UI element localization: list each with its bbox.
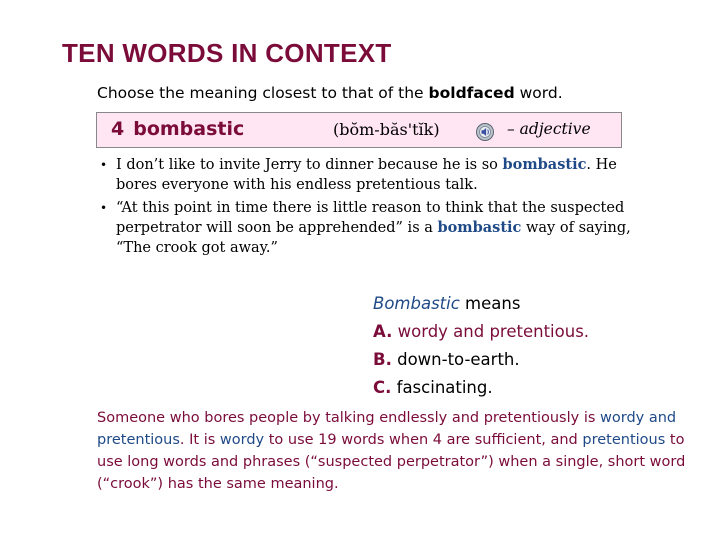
bullet-icon: • bbox=[100, 158, 108, 172]
meaning-lead-word: Bombastic bbox=[373, 294, 460, 313]
option-letter: A. bbox=[373, 322, 393, 341]
example-after: . He bores everyone with his endless pretentious talk. bbox=[116, 157, 617, 193]
option-text: wordy and pretentious. bbox=[397, 322, 590, 341]
explanation-highlight: pretentious bbox=[582, 432, 666, 448]
instruction-before: Choose the meaning closest to that of the bbox=[97, 84, 424, 102]
option-b[interactable] bbox=[373, 346, 589, 374]
word-heading bbox=[111, 118, 244, 140]
explanation-part: and bbox=[550, 432, 578, 448]
instruction-text bbox=[97, 84, 563, 102]
word-term: bombastic bbox=[133, 118, 245, 140]
option-c[interactable] bbox=[373, 374, 589, 402]
explanation-part: to use long words and phrases (“suspected perpetrator”) when a single, short word (“crook”) has the same meaning. bbox=[97, 432, 686, 492]
explanation-highlight: wordy bbox=[219, 432, 265, 448]
pronunciation: (bŏm-băs'tĭk) bbox=[333, 120, 440, 139]
example-after: way of saying, “The crook got away.” bbox=[116, 220, 631, 256]
list-item bbox=[100, 155, 660, 195]
part-of-speech: – adjective bbox=[507, 120, 591, 138]
explanation-highlight: wordy and pretentious bbox=[97, 410, 677, 448]
explanation-part: Someone who bores people by talking endlessly and pretentiously is bbox=[97, 410, 596, 426]
example-keyword: bombastic bbox=[502, 156, 587, 173]
instruction-bold: boldfaced bbox=[428, 84, 515, 102]
example-list bbox=[100, 155, 660, 261]
explanation-part: . It is bbox=[179, 432, 216, 448]
meaning-lead-rest: means bbox=[465, 294, 521, 313]
option-text: fascinating. bbox=[396, 378, 493, 397]
example-before: I don’t like to invite Jerry to dinner because he is so bbox=[116, 157, 498, 173]
bullet-icon: • bbox=[100, 201, 108, 215]
example-before: “At this point in time there is little reason to think that the suspected perpetrator will soon be apprehended” is a bbox=[116, 200, 625, 236]
example-keyword: bombastic bbox=[437, 219, 522, 236]
instruction-after: word. bbox=[519, 84, 563, 102]
speaker-icon[interactable] bbox=[475, 122, 495, 142]
list-item bbox=[100, 198, 660, 258]
option-a[interactable] bbox=[373, 318, 589, 346]
explanation-text bbox=[97, 407, 697, 495]
option-letter: C. bbox=[373, 378, 392, 397]
meaning-block bbox=[373, 290, 589, 402]
meaning-lead bbox=[373, 290, 589, 318]
option-text: down-to-earth. bbox=[397, 350, 520, 369]
word-number: 4 bbox=[111, 118, 125, 140]
option-letter: B. bbox=[373, 350, 392, 369]
page-title: TEN WORDS IN CONTEXT bbox=[62, 38, 392, 68]
explanation-part: to use 19 words when 4 are sufficient, bbox=[268, 432, 546, 448]
word-header-box bbox=[96, 112, 622, 148]
